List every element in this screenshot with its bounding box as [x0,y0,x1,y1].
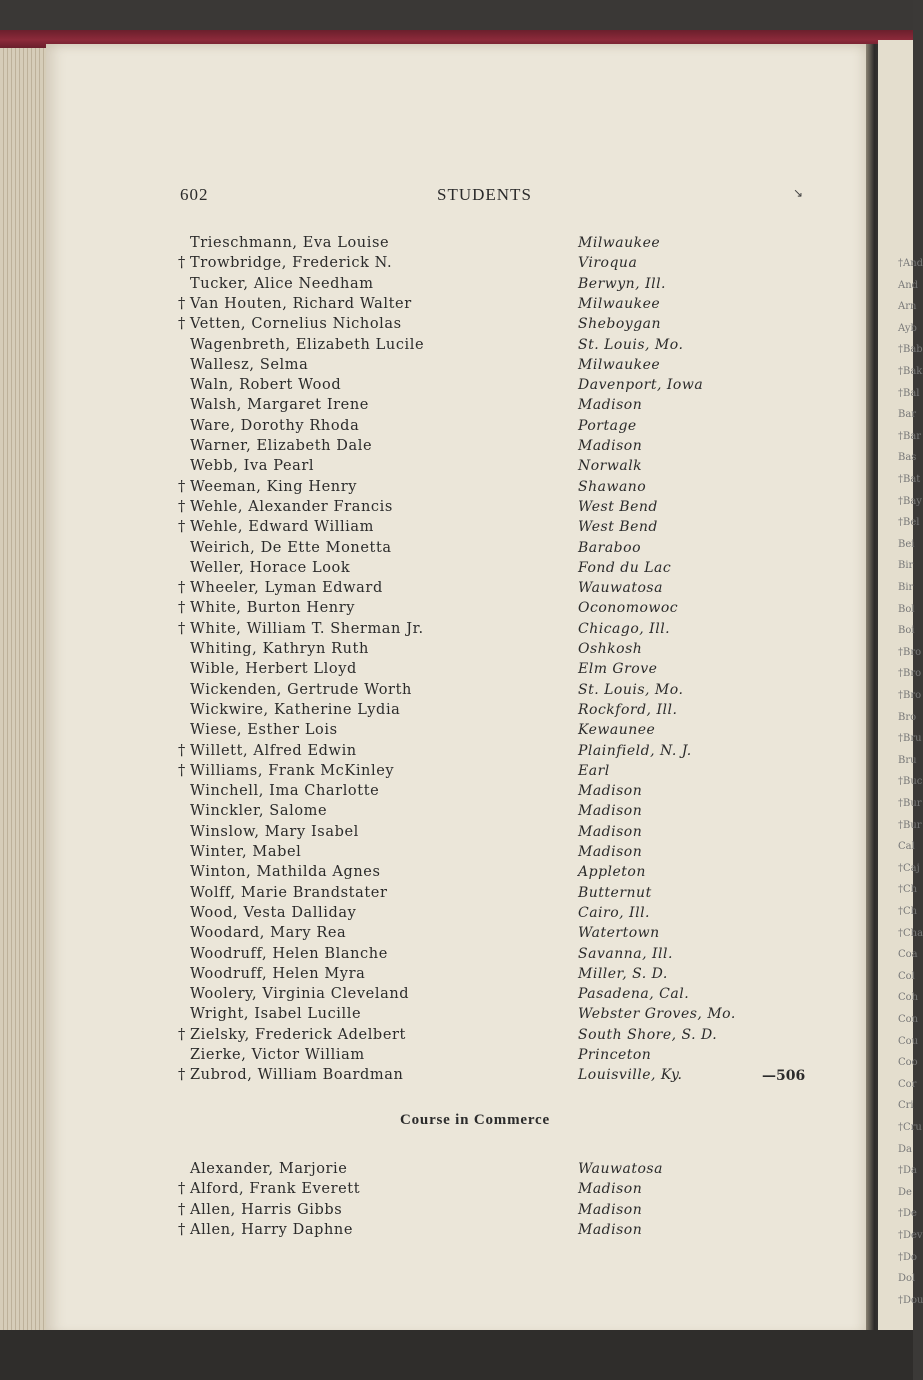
student-name [178,538,392,558]
page-number: 602 [180,185,209,204]
student-hometown: Madison [578,438,643,454]
student-name [178,883,387,903]
adjacent-page-fragment: †Da [898,1165,917,1177]
student-hometown: Milwaukee [578,356,661,373]
student-name [178,578,383,598]
student-hometown: Madison [578,1221,643,1238]
student-name-text: White, William T. Sherman Jr. [190,620,424,637]
dagger-mark: † [178,255,186,272]
student-hometown: Oconomowoc [578,600,679,617]
student-name [178,274,374,294]
student-name [178,477,357,497]
dagger-mark: † [178,295,186,312]
student-hometown: Webster Groves, Mo. [578,1006,736,1023]
adjacent-page-fragment: †Bro [898,646,922,658]
adjacent-page-fragment: Cor [898,1078,917,1090]
student-name-text: Vetten, Cornelius Nicholas [190,316,402,333]
dagger-mark: † [178,600,186,617]
student-hometown: Rockford, Ill. [578,701,678,718]
student-name-text: Weeman, King Henry [190,478,358,495]
student-name [178,1045,365,1065]
adjacent-page-fragment: And [898,279,919,291]
student-name-text: Waln, Robert Wood [190,377,342,394]
adjacent-page-fragment: Col [898,970,915,982]
dagger-mark: † [178,762,186,779]
section-heading-commerce: Course in Commerce [400,1112,550,1128]
student-name-text: Winslow, Mary Isabel [190,823,359,840]
dagger-mark: † [178,1221,186,1238]
student-hometown: Sheboygan [578,316,662,333]
adjacent-page-fragment: Bir [898,582,914,593]
student-name [178,1004,361,1024]
student-hometown: Baraboo [578,539,641,556]
adjacent-page-fragment: †Bro [898,690,922,701]
student-name [178,1159,347,1179]
student-hometown: West Bend [578,498,658,515]
student-name-text: Allen, Harry Daphne [190,1221,354,1238]
adjacent-page-fragment: †Do [898,1251,918,1263]
adjacent-page-fragment: †Caj [898,862,920,874]
adjacent-page-fragment: †Bar [898,430,922,442]
student-name-text: Wolff, Marie Brandstater [190,884,388,901]
student-name-text: Winckler, Salome [190,803,328,820]
student-name [178,375,341,395]
student-name-text: Webb, Iva Pearl [190,458,315,475]
student-hometown: Viroqua [578,255,638,272]
student-count-tally: —506 [762,1068,806,1084]
student-hometown: Watertown [578,925,660,942]
student-name [178,1220,353,1240]
student-name [178,964,365,984]
adjacent-page-fragment: Bar [898,409,917,421]
adjacent-page-fragment: †Bay [898,495,922,507]
dagger-mark: † [178,1201,186,1218]
adjacent-page-fragment: Coh [898,992,919,1004]
student-name-text: Wickenden, Gertrude Worth [190,681,412,698]
student-name-text: Alford, Frank Everett [190,1181,361,1198]
student-name-text: Wickwire, Katherine Lydia [190,701,401,718]
dagger-mark: † [178,1026,186,1043]
student-hometown: Norwalk [578,458,643,475]
student-hometown: West Bend [578,519,658,536]
adjacent-page-fragment: Bru [898,754,917,766]
adjacent-page-fragment: †Bru [898,733,922,745]
adjacent-page-fragment: Bol [898,603,915,615]
student-hometown: Davenport, Iowa [578,377,704,394]
student-name [178,619,424,639]
student-name-text: Trowbridge, Frederick N. [190,255,393,272]
dagger-mark: † [178,316,186,333]
student-hometown: Fond du Lac [578,559,672,576]
dagger-mark: † [178,1067,186,1084]
student-name [178,822,359,842]
student-name-text: Wright, Isabel Lucille [190,1006,362,1023]
student-name-text: Wallesz, Selma [190,356,309,373]
student-name-text: Winchell, Ima Charlotte [190,783,380,800]
student-hometown: St. Louis, Mo. [578,681,684,698]
adjacent-page-fragment: Con [898,1014,919,1025]
adjacent-page-fragment: Cou [898,1035,919,1047]
adjacent-page-fragment: Da [898,1143,912,1155]
student-name-text: Alexander, Marjorie [190,1161,348,1177]
student-hometown: Portage [578,417,637,434]
dagger-mark: † [178,519,186,536]
student-name-text: Zubrod, William Boardman [190,1067,404,1084]
student-hometown: Elm Grove [578,661,658,678]
student-name [178,862,381,882]
student-name [178,903,356,923]
student-name-text: Zierke, Victor William [190,1047,365,1063]
student-name [178,639,369,659]
student-name [178,314,402,334]
adjacent-page-fragment: †Bak [898,366,923,377]
adjacent-page-fragment: †Ch [898,906,918,917]
adjacent-page-fragment: Cri [898,1100,914,1112]
adjacent-page-fragment: †Bat [898,474,921,485]
student-name [178,558,350,578]
adjacent-page-fragment: †De [898,1208,917,1220]
student-hometown: Madison [578,844,643,860]
adjacent-page-fragment: †Dev [898,1230,923,1241]
student-name-text: Wood, Vesta Dalliday [190,904,357,921]
adjacent-page-fragment: Arn [898,301,917,313]
student-name-text: Allen, Harris Gibbs [190,1201,343,1218]
adjacent-page-fragment: †Ch [898,884,918,896]
student-name-text: Tucker, Alice Needham [190,275,374,292]
student-name-text: Wible, Herbert Lloyd [190,661,357,678]
adjacent-page-fragment: Dol [898,1273,916,1285]
adjacent-page-fragment: †Bur [898,819,922,831]
student-name [178,517,374,537]
student-name-text: Woodruff, Helen Myra [190,965,366,982]
student-hometown: Oshkosh [578,641,643,657]
stacked-page-edges [0,48,50,1338]
student-hometown: Wauwatosa [578,1161,663,1177]
student-name [178,761,394,781]
adjacent-page-fragment: Bro [898,711,917,723]
dagger-mark: † [178,1181,186,1198]
adjacent-page-fragment: †Bal [898,387,920,399]
student-name-text: Woodard, Mary Rea [190,925,347,942]
student-name-text: Williams, Frank McKinley [190,762,395,779]
dagger-mark: † [178,478,186,495]
scanner-background-bottom [0,1330,913,1380]
adjacent-page-fragment: †Bro [898,668,922,680]
adjacent-page-fragment: De [898,1186,912,1198]
student-hometown: Miller, S. D. [578,965,668,982]
student-hometown: Shawano [578,478,647,495]
student-name [178,1179,360,1199]
student-hometown: Pasadena, Cal. [578,986,690,1003]
student-name-text: Whiting, Kathryn Ruth [190,641,369,657]
student-name [178,1200,342,1220]
student-name [178,294,412,314]
student-hometown: Madison [578,783,643,800]
student-hometown: Kewaunee [578,722,656,739]
page-sheet [46,44,868,1336]
adjacent-page-fragment: Bas [898,452,917,464]
student-hometown: Chicago, Ill. [578,620,671,637]
student-name-text: Wiese, Esther Lois [190,722,338,739]
student-name-text: Wagenbreth, Elizabeth Lucile [190,336,425,353]
student-name [178,436,372,456]
student-name-text: Winter, Mabel [190,844,302,860]
student-hometown: Madison [578,823,643,840]
student-name [178,801,327,821]
student-name [178,253,392,273]
student-hometown: Madison [578,1181,643,1198]
student-name [178,720,338,740]
dagger-mark: † [178,620,186,637]
student-name-text: Van Houten, Richard Walter [190,295,412,312]
student-name-text: Woolery, Virginia Cleveland [190,986,410,1003]
student-hometown: Madison [578,1201,643,1218]
student-hometown: Milwaukee [578,295,661,312]
dagger-mark: † [178,498,186,515]
student-name [178,598,355,618]
adjacent-page-fragment: Coa [898,949,918,961]
student-name [178,1065,403,1085]
student-hometown: Louisville, Ky. [578,1067,683,1084]
student-name [178,355,308,375]
adjacent-page-fragment: Boi [898,625,915,637]
student-name [178,700,400,720]
student-name [178,923,346,943]
adjacent-page-fragment: †Bel [898,517,920,529]
student-name-text: Ware, Dorothy Rhoda [190,417,360,434]
student-hometown: Earl [578,762,610,779]
student-name [178,456,314,476]
adjacent-page-fragment: Ayb [898,322,917,334]
student-hometown: Butternut [578,884,652,901]
student-name [178,944,388,964]
student-name [178,233,389,253]
student-name-text: Trieschmann, Eva Louise [190,235,390,251]
student-hometown: Madison [578,803,643,820]
adjacent-page-fragment: †Bur [898,798,922,809]
adjacent-page-fragment: Bir [898,560,914,572]
student-name [178,680,412,700]
student-hometown: Savanna, Ill. [578,945,673,962]
student-hometown: Appleton [578,864,646,881]
adjacent-page-fragment: †Cru [898,1122,922,1133]
student-hometown: St. Louis, Mo. [578,336,684,353]
student-name-text: White, Burton Henry [190,600,356,617]
student-hometown: Milwaukee [578,235,661,251]
student-name-text: Zielsky, Frederick Adelbert [190,1026,406,1043]
student-hometown: Madison [578,397,643,414]
student-hometown: Berwyn, Ill. [578,275,667,292]
student-name [178,497,393,517]
student-hometown: Princeton [578,1047,652,1063]
student-name [178,1025,406,1045]
dagger-mark: † [178,742,186,759]
student-name-text: Willett, Alfred Edwin [190,742,357,759]
student-name-text: Wehle, Edward William [190,519,375,536]
student-hometown: Wauwatosa [578,580,663,597]
student-name-text: Weirich, De Ette Monetta [190,539,392,556]
adjacent-page-fragment: †Bab [898,344,923,356]
dagger-mark: † [178,580,186,597]
student-name-text: Walsh, Margaret Irene [190,397,369,414]
student-name [178,416,359,436]
student-name [178,984,409,1004]
adjacent-page-fragment: †Cha [898,927,923,939]
student-name-text: Warner, Elizabeth Dale [190,438,373,454]
student-name-text: Weller, Horace Look [190,559,351,576]
student-hometown: South Shore, S. D. [578,1026,718,1043]
adjacent-page-fragment: †And [898,258,923,269]
student-name [178,335,424,355]
student-name [178,842,301,862]
student-name-text: Woodruff, Helen Blanche [190,945,388,962]
student-name-text: Wheeler, Lyman Edward [190,580,383,597]
adjacent-page-fragment: Coo [898,1057,918,1069]
student-name [178,395,369,415]
adjacent-page-strip [878,40,923,1332]
student-name-text: Winton, Mathilda Agnes [190,864,381,881]
student-name [178,659,357,679]
adjacent-page-fragment: †Buc [898,776,923,788]
student-name-text: Wehle, Alexander Francis [190,498,393,515]
corner-mark: ↘ [793,186,804,200]
student-hometown: Cairo, Ill. [578,904,650,921]
student-hometown: Plainfield, N. J. [578,742,692,759]
running-title: STUDENTS [437,185,532,204]
adjacent-page-fragment: Cal [898,841,915,853]
adjacent-page-fragment: Bei [898,538,915,550]
adjacent-page-fragment: †Dou [898,1294,923,1306]
student-name [178,741,357,761]
student-name [178,781,379,801]
